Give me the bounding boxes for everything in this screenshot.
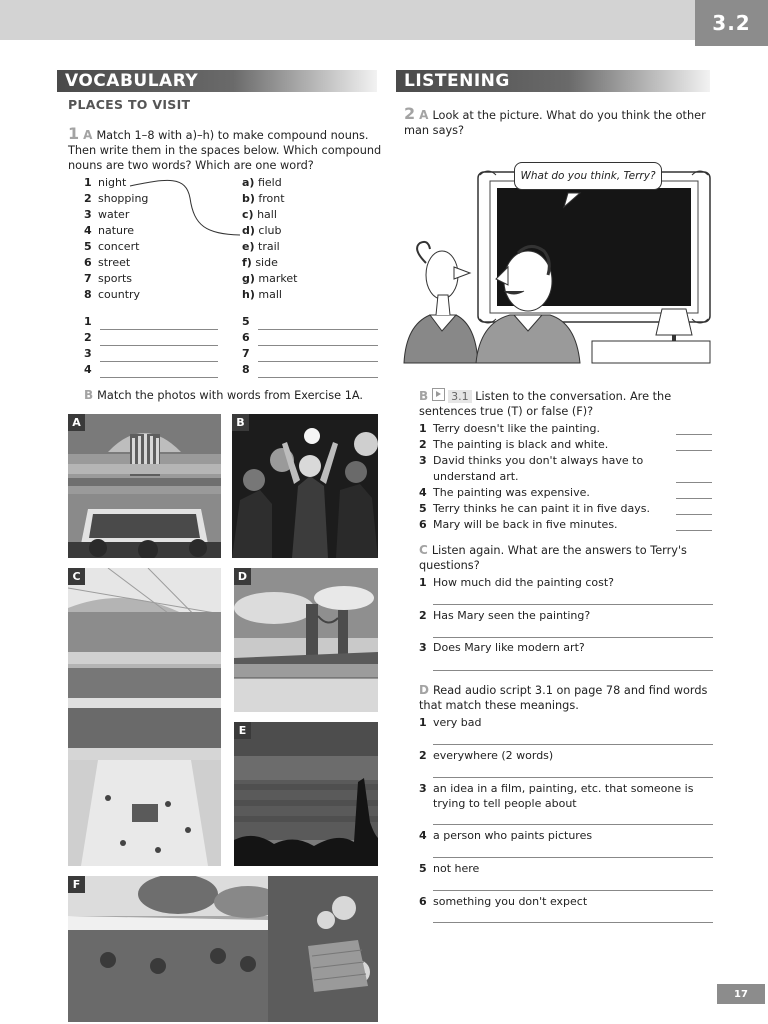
list-item: 7 sports: [84, 272, 133, 285]
answer-lines-left: 1 2 3 4: [84, 314, 224, 378]
photo-waterfront: [234, 568, 378, 712]
instruction-text: Listen again. What are the answers to Terry's questions?: [419, 544, 687, 572]
meaning-item: 1 very bad: [419, 716, 482, 729]
answer-blank[interactable]: [258, 377, 378, 378]
answer-blank[interactable]: [433, 604, 713, 605]
answer-blank[interactable]: [433, 890, 713, 891]
answer-blank[interactable]: [100, 345, 218, 346]
answer-blank[interactable]: [100, 329, 218, 330]
exercise-letter: B: [84, 388, 94, 402]
true-false-list: [419, 421, 714, 533]
match-right-list: [242, 175, 297, 303]
answer-blank[interactable]: [433, 857, 713, 858]
photo-sports-field: [234, 722, 378, 866]
list-item: 5 concert: [84, 240, 140, 253]
photo-shopping-mall: [68, 568, 221, 866]
list-item: c) hall: [242, 208, 277, 221]
meaning-item: 5 not here: [419, 862, 480, 875]
list-item: 1 Terry doesn't like the painting.: [419, 421, 714, 437]
vocabulary-subheading: PLACES TO VISIT: [68, 97, 191, 112]
audio-play-icon[interactable]: [432, 388, 445, 401]
photo-label: E: [234, 722, 251, 739]
list-item: h) mall: [242, 288, 282, 301]
meaning-item: 4 a person who paints pictures: [419, 829, 593, 842]
exercise-1a-instruction: [68, 126, 383, 173]
speech-bubble: What do you think, Terry?: [514, 162, 662, 190]
concert-hall-image: [68, 414, 221, 558]
photo-label: F: [68, 876, 85, 893]
answer-blank[interactable]: [676, 514, 712, 515]
unit-number-tab: 3.2: [695, 0, 768, 46]
street-market-image: [68, 876, 378, 1022]
answer-blank[interactable]: [258, 329, 378, 330]
exercise-letter: B: [419, 389, 429, 403]
answer-blank[interactable]: [258, 361, 378, 362]
exercise-2b-instruction: [419, 388, 714, 419]
exercise-1b-instruction: [84, 388, 384, 403]
answer-blank[interactable]: [676, 530, 712, 531]
night-club-image: [232, 414, 378, 558]
list-item: a) field: [242, 176, 282, 189]
instruction-text: Listen to the conversation. Are the sentences true (T) or false (F)?: [419, 390, 672, 418]
list-item: g) market: [242, 272, 298, 285]
answer-blank[interactable]: [100, 377, 218, 378]
exercise-letter: A: [83, 128, 93, 142]
page-number: 17: [717, 984, 765, 1004]
photo-label: D: [234, 568, 251, 585]
list-item: 4 The painting was expensive.: [419, 485, 714, 501]
list-item: d) club: [242, 224, 282, 237]
list-item: b) front: [242, 192, 285, 205]
photo-label: A: [68, 414, 85, 431]
answer-blank[interactable]: [433, 777, 713, 778]
answer-blank[interactable]: [676, 482, 712, 483]
question-item: 2 Has Mary seen the painting?: [419, 609, 591, 622]
photo-label: B: [232, 414, 249, 431]
answer-blank[interactable]: [433, 670, 713, 671]
top-header-bar: [0, 0, 768, 40]
list-item: 1 night: [84, 176, 127, 189]
listening-heading: LISTENING: [396, 70, 710, 92]
question-item: 3 Does Mary like modern art?: [419, 641, 585, 654]
shopping-mall-image: [68, 568, 221, 866]
photo-street-market: [68, 876, 378, 1022]
answer-blank[interactable]: [433, 922, 713, 923]
answer-blank[interactable]: [676, 498, 712, 499]
answer-blank[interactable]: [433, 824, 713, 825]
exercise-2d-instruction: [419, 683, 714, 713]
exercise-number: 2: [404, 104, 416, 123]
answer-blank[interactable]: [433, 637, 713, 638]
answer-blank[interactable]: [676, 450, 712, 451]
list-item: 5 Terry thinks he can paint it in five days.: [419, 501, 714, 517]
exercise-2a-instruction: [404, 106, 710, 138]
sports-field-image: [234, 722, 378, 866]
instruction-text: Match 1–8 with a)–h) to make compound nouns. Then write them in the spaces below. Which compound nouns are two words? Which are one word?: [68, 129, 382, 172]
answer-blank[interactable]: [258, 345, 378, 346]
exercise-letter: D: [419, 683, 429, 697]
instruction-text: Read audio script 3.1 on page 78 and find words that match these meanings.: [419, 684, 708, 712]
list-item: e) trail: [242, 240, 280, 253]
answer-blank[interactable]: [676, 434, 712, 435]
list-item: 8 country: [84, 288, 141, 301]
list-item: 3 water: [84, 208, 130, 221]
example-match-line: [128, 178, 248, 240]
photo-night-club: [232, 414, 378, 558]
answer-blank[interactable]: [433, 744, 713, 745]
exercise-number: 1: [68, 124, 80, 143]
list-item: 3 David thinks you don't always have to: [419, 454, 644, 467]
audio-track-number: 3.1: [448, 390, 472, 403]
meaning-item: 3 an idea in a film, painting, etc. that someone is trying to tell people about: [419, 782, 694, 810]
exercise-2c-instruction: [419, 543, 714, 573]
vocabulary-heading: VOCABULARY: [57, 70, 377, 92]
instruction-text: Look at the picture. What do you think the other man says?: [404, 109, 706, 137]
list-item: 4 nature: [84, 224, 135, 237]
list-item: 2 shopping: [84, 192, 149, 205]
list-item: understand art.: [419, 469, 714, 485]
exercise-letter: C: [419, 543, 428, 557]
meaning-item: 2 everywhere (2 words): [419, 749, 554, 762]
meaning-item: 6 something you don't expect: [419, 895, 588, 908]
list-item: f) side: [242, 256, 278, 269]
exercise-letter: A: [419, 108, 429, 122]
answer-blank[interactable]: [100, 361, 218, 362]
photo-concert-hall: [68, 414, 221, 558]
photo-label: C: [68, 568, 85, 585]
instruction-text: Match the photos with words from Exercise 1A.: [97, 389, 363, 402]
question-item: 1 How much did the painting cost?: [419, 576, 614, 589]
list-item: 6 Mary will be back in five minutes.: [419, 517, 714, 533]
answer-lines-right: 5 6 7 8: [242, 314, 382, 378]
list-item: 2 The painting is black and white.: [419, 437, 714, 453]
list-item: 6 street: [84, 256, 131, 269]
waterfront-image: [234, 568, 378, 712]
